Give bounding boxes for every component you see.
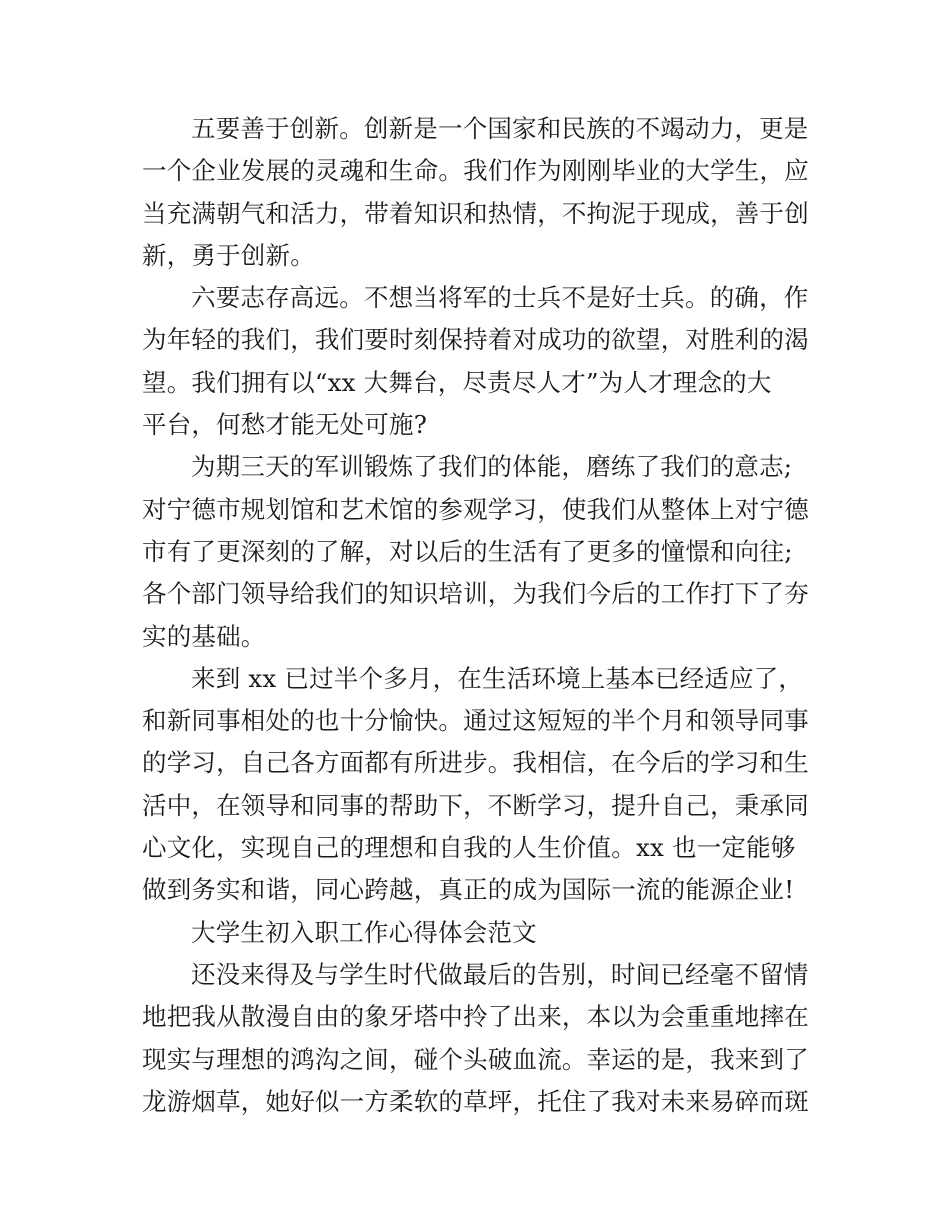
text-line: 新，勇于创新。: [142, 240, 315, 270]
text-line: 当充满朝气和活力，带着知识和热情，不拘泥于现成，善于创: [142, 198, 809, 228]
section-heading: 大学生初入职工作心得体会范文: [191, 917, 537, 947]
text-line: 为期三天的军训锻炼了我们的体能，磨练了我们的意志;: [191, 452, 793, 482]
text-line: 为年轻的我们，我们要时刻保持着对成功的欲望，对胜利的渴: [142, 325, 809, 355]
text-line: 做到务实和谐，同心跨越，真正的成为国际一流的能源企业!: [142, 875, 795, 905]
text-line: 地把我从散漫自由的象牙塔中拎了出来，本以为会重重地摔在: [142, 1002, 809, 1032]
text-line: 和新同事相处的也十分愉快。通过这短短的半个月和领导同事: [142, 706, 809, 736]
text-line: 还没来得及与学生时代做最后的告别，时间已经毫不留情: [191, 959, 809, 989]
document-body: [142, 108, 812, 1123]
text-line: 平台，何愁才能无处可施?: [142, 410, 428, 440]
text-line: 对宁德市规划馆和艺术馆的参观学习，使我们从整体上对宁德: [142, 494, 809, 524]
text-line: 龙游烟草，她好似一方柔软的草坪，托住了我对未来易碎而斑: [142, 1086, 809, 1116]
text-line: 市有了更深刻的了解，对以后的生活有了更多的憧憬和向往;: [142, 536, 793, 566]
text-line: 的学习，自己各方面都有所进步。我相信，在今后的学习和生: [142, 748, 809, 778]
text-line: 来到 xx 已过半个多月，在生活环境上基本已经适应了，: [191, 663, 804, 693]
text-line: 六要志存高远。不想当将军的士兵不是好士兵。的确，作: [191, 283, 809, 313]
text-line: 五要善于创新。创新是一个国家和民族的不竭动力，更是: [191, 114, 809, 143]
text-line: 心文化，实现自己的理想和自我的人生价值。xx 也一定能够: [142, 833, 796, 863]
text-line: 活中，在领导和同事的帮助下，不断学习，提升自己，秉承同: [142, 790, 809, 820]
text-line: 望。我们拥有以“xx 大舞台，尽责尽人才”为人才理念的大: [142, 367, 772, 397]
text-line: 一个企业发展的灵魂和生命。我们作为刚刚毕业的大学生，应: [142, 156, 809, 186]
text-line: 现实与理想的鸿沟之间，碰个头破血流。幸运的是，我来到了: [142, 1044, 809, 1074]
text-line: 各个部门领导给我们的知识培训，为我们今后的工作打下了夯: [142, 579, 809, 609]
text-line: 实的基础。: [142, 621, 266, 651]
